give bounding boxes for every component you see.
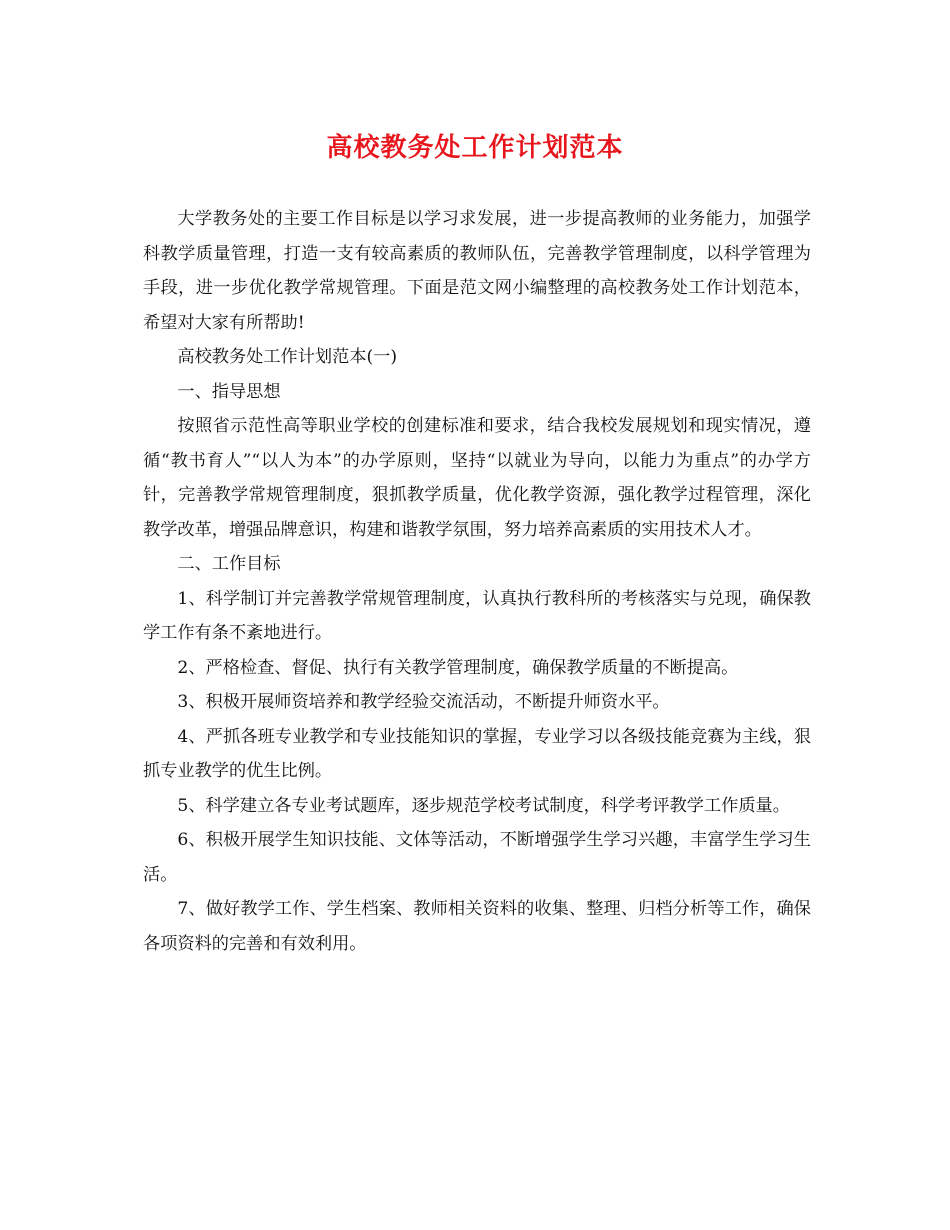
goal-item-5: 5、科学建立各专业考试题库，逐步规范学校考试制度，科学考评教学工作质量。: [177, 795, 790, 816]
intro-paragraph: 大学教务处的主要工作目标是以学习求发展，进一步提高教师的业务能力，加强学科教学质量管理，打造一支有较高素质的教师队伍，完善教学管理制度，以科学管理为手段，进一步优化教学常规管理。下面是范文网小编整理的高校教务处工作计划范本，希望对大家有所帮助!: [143, 209, 811, 333]
goal-item-6: 6、积极开展学生知识技能、文体等活动，不断增强学生学习兴趣，丰富学生学习生活。: [143, 830, 811, 885]
subsection-heading-guiding-ideas: 一、指导思想: [177, 381, 281, 402]
subsection-heading-work-goals: 二、工作目标: [177, 554, 281, 574]
goal-item-4: 4、严抓各班专业教学和专业技能知识的掌握，专业学习以各级技能竞赛为主线，狠抓专业教学的优生比例。: [143, 726, 811, 781]
guiding-ideas-paragraph: 按照省示范性高等职业学校的创建标准和要求，结合我校发展规划和现实情况，遵循“教书育人”“以人为本”的办学原则，坚持“以就业为导向，以能力为重点”的办学方针，完善教学常规管理制度，狠抓教学质量，优化教学资源，强化教学过程管理，深化教学改革，增强品牌意识，构建和谐教学氛围，努力培养高素质的实用技术人才。: [143, 416, 811, 540]
goal-item-1: 1、科学制订并完善教学常规管理制度，认真执行教科所的考核落实与兑现，确保教学工作有条不紊地进行。: [143, 588, 811, 643]
goal-item-2: 2、严格检查、督促、执行有关教学管理制度，确保教学质量的不断提高。: [177, 657, 739, 678]
document-title: 高校教务处工作计划范本: [326, 133, 624, 163]
goal-item-3: 3、积极开展师资培养和教学经验交流活动，不断提升师资水平。: [177, 692, 670, 712]
section-heading: 高校教务处工作计划范本(一): [177, 347, 398, 367]
document-body: [143, 202, 811, 961]
goal-item-7: 7、做好教学工作、学生档案、教师相关资料的收集、整理、归档分析等工作，确保各项资料的完善和有效利用。: [143, 899, 811, 954]
